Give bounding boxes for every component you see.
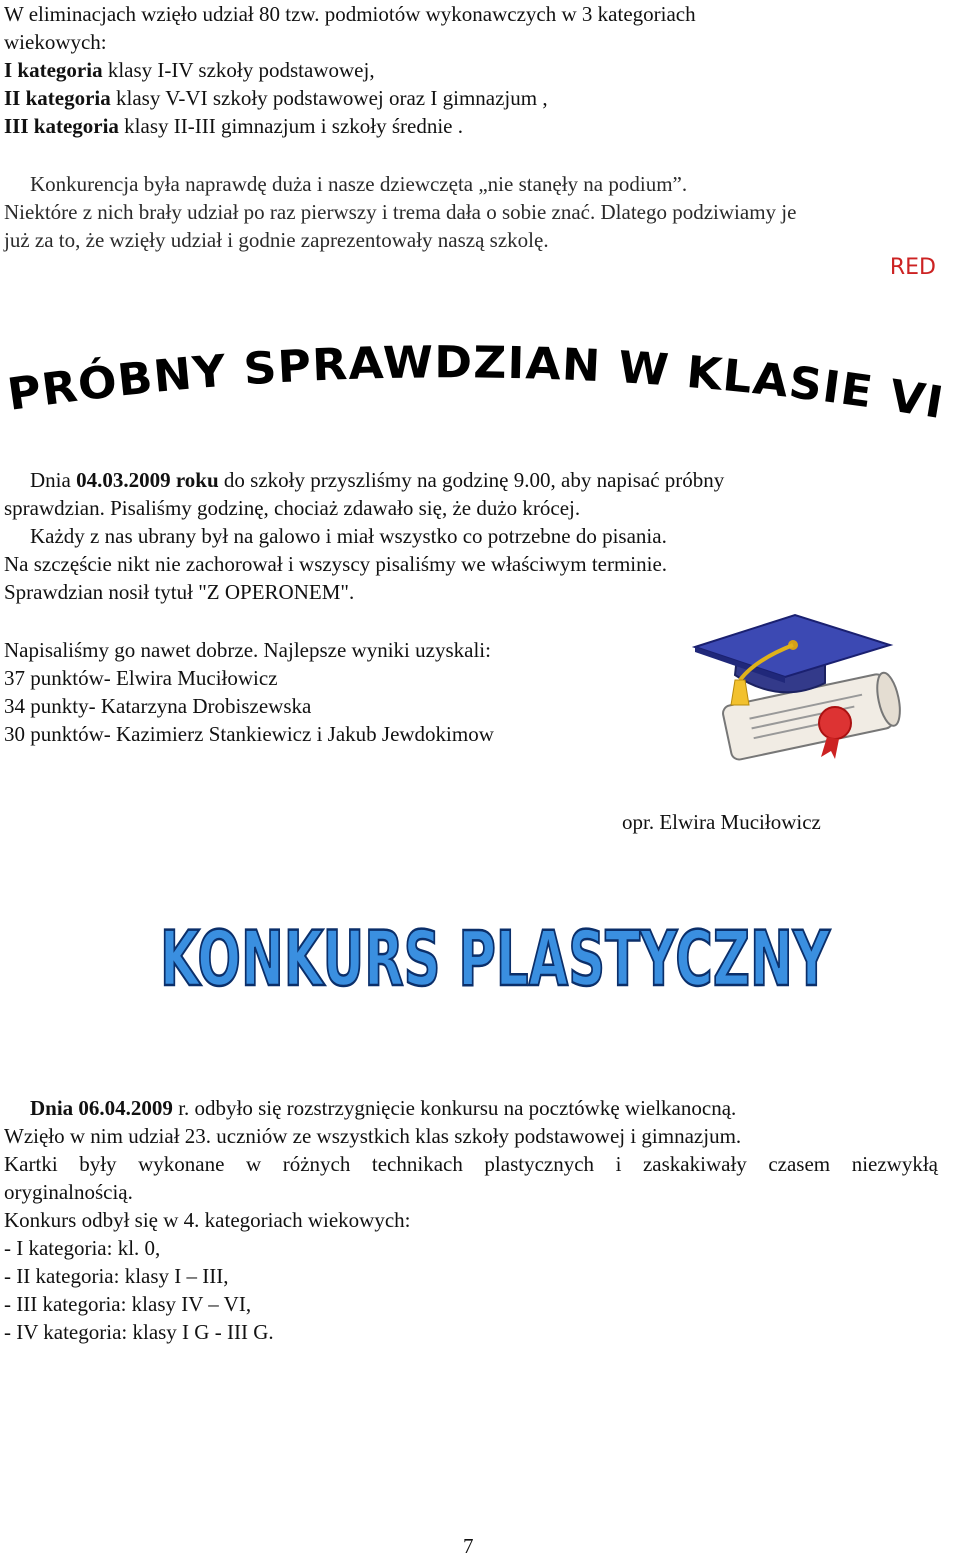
art-line-4: oryginalnością. <box>4 1180 133 1204</box>
art-line-1-post: r. odbyło się rozstrzygnięcie konkursu na pocztówkę wielkanocną. <box>172 1096 737 1120</box>
category-3-label: III kategoria <box>4 114 119 138</box>
intro-line-1: W eliminacjach wzięło udział 80 tzw. podmiotów wykonawczych w 3 kategoriach <box>4 2 696 26</box>
test-date: 04.03.2009 roku <box>76 468 219 492</box>
result-3: 30 punktów- Kazimierz Stankiewicz i Jakub Jewdokimow <box>4 722 494 746</box>
category-item-2: - II kategoria: klasy I – III, <box>4 1264 229 1288</box>
category-1 <box>4 56 375 84</box>
competition-line-1: Konkurencja była naprawdę duża i nasze dziewczęta „nie stanęły na podium”. <box>30 172 688 196</box>
art-line-5: Konkurs odbył się w 4. kategoriach wiekowych: <box>4 1208 411 1232</box>
art-date: Dnia 06.04.2009 <box>30 1096 173 1120</box>
result-1: 37 punktów- Elwira Muciłowicz <box>4 666 278 690</box>
test-line-5: Sprawdzian nosił tytuł "Z OPERONEM". <box>4 580 355 604</box>
category-2-text: klasy V-VI szkoły podstawowej oraz I gimnazjum , <box>110 86 548 110</box>
category-2 <box>4 84 548 112</box>
svg-text:PRÓBNY SPRAWDZIAN W KLASIE VI <box>4 337 947 429</box>
category-item-1: - I kategoria: kl. 0, <box>4 1236 161 1260</box>
competition-line-2: Niektóre z nich brały udział po raz pierwszy i trema dała o sobie znać. Dlatego podziwiamy je <box>4 200 797 224</box>
category-3-text: klasy II-III gimnazjum i szkoły średnie . <box>118 114 463 138</box>
category-1-label: I kategoria <box>4 58 103 82</box>
probny-sprawdzian-heading <box>0 330 960 430</box>
category-item-3: - III kategoria: klasy IV – VI, <box>4 1292 252 1316</box>
result-2: 34 punkty- Katarzyna Drobiszewska <box>4 694 312 718</box>
category-3 <box>4 112 463 140</box>
category-item-4: - IV kategoria: klasy I G - III G. <box>4 1320 274 1344</box>
konkurs-plastyczny-heading <box>150 890 840 1020</box>
konkurs-plastyczny-text: KONKURS PLASTYCZNY <box>160 914 831 1003</box>
signature-red: RED <box>889 255 936 280</box>
test-line-4: Na szczęście nikt nie zachorował i wszyscy pisaliśmy we właściwym terminie. <box>4 552 668 576</box>
art-line-2: Wzięło w nim udział 23. uczniów ze wszystkich klas szkoły podstawowej i gimnazjum. <box>4 1124 742 1148</box>
competition-line-3: już za to, że wzięły udział i godnie zaprezentowały naszą szkolę. <box>4 228 549 252</box>
article-author: opr. Elwira Muciłowicz <box>622 810 821 834</box>
test-line-1-post: do szkoły przyszliśmy na godzinę 9.00, aby napisać próbny <box>218 468 725 492</box>
probny-sprawdzian-text: PRÓBNY SPRAWDZIAN W KLASIE VI <box>4 337 947 430</box>
test-line-6: Napisaliśmy go nawet dobrze. Najlepsze wyniki uzyskali: <box>4 638 491 662</box>
test-line-1 <box>30 466 724 494</box>
category-2-label: II kategoria <box>4 86 111 110</box>
test-line-1-pre: Dnia <box>30 468 77 492</box>
category-1-text: klasy I-IV szkoły podstawowej, <box>102 58 375 82</box>
page-number: 7 <box>463 1534 474 1558</box>
intro-line-2: wiekowych: <box>4 30 107 54</box>
art-line-3: Kartki były wykonane w różnych technikach plastycznych i zaskakiwały czasem niezwykłą <box>4 1152 938 1176</box>
graduation-cap-diploma-icon <box>685 605 915 765</box>
test-line-2: sprawdzian. Pisaliśmy godzinę, chociaż zdawało się, że dużo krócej. <box>4 496 581 520</box>
art-line-1 <box>30 1094 736 1122</box>
test-line-3: Każdy z nas ubrany był na galowo i miał wszystko co potrzebne do pisania. <box>30 524 667 548</box>
